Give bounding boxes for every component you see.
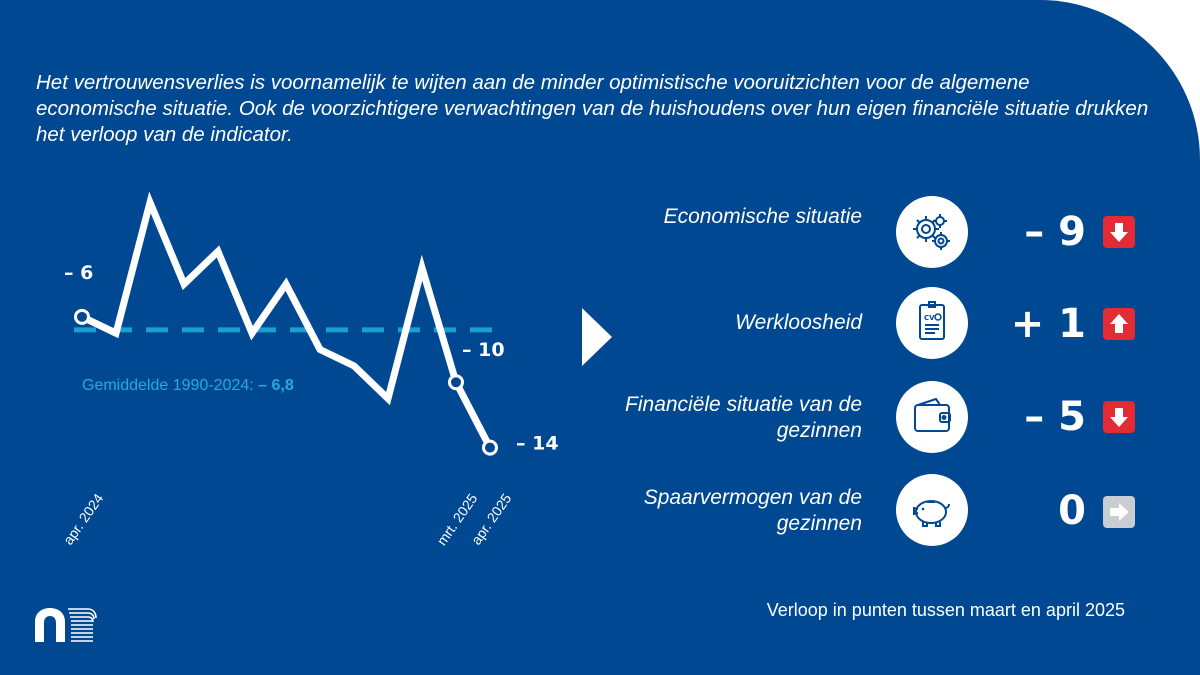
x-tick-label: apr. 2025 (467, 490, 515, 548)
row-label-werkloosheid: Werkloosheid (735, 311, 862, 334)
arrow-right-icon (1103, 496, 1135, 528)
arrow-down-icon (1103, 401, 1135, 433)
row-label-economische-situatie: Economische situatie (663, 205, 862, 228)
intro-text: Het vertrouwensverlies is voornamelijk te wijten aan de minder optimistische vooruitzichten voor de algemene economische situatie. Ook de voorzichtigere verwachtingen van de huishoudens over hun eigen financiële situatie drukken het verloop van de indicator. (36, 71, 1149, 146)
x-tick-label: mrt. 2025 (433, 490, 481, 549)
row-value-spaarvermogen: 0 (1058, 488, 1086, 534)
row-value-economische-situatie: – 9 (1024, 209, 1086, 255)
arrow-down-icon (1103, 216, 1135, 248)
piggy-bank-icon (896, 474, 968, 546)
point-label: – 6 (64, 261, 94, 284)
svg-text:CV: CV (924, 314, 935, 322)
point-marker-inner (451, 377, 461, 387)
average-label (82, 377, 294, 394)
arrow-up-icon (1103, 308, 1135, 340)
average-label-text: Gemiddelde 1990-2024: (82, 377, 259, 394)
wallet-icon (896, 381, 968, 453)
row-label-financiele-situatie: Financiële situatie van de gezinnen (625, 393, 862, 442)
gears-icon (896, 196, 968, 268)
point-marker-inner (485, 443, 495, 453)
average-label-value: – 6,8 (258, 377, 294, 394)
row-value-financiele-situatie: – 5 (1024, 394, 1086, 440)
point-label: – 14 (516, 432, 559, 455)
x-tick-label: apr. 2024 (59, 490, 107, 548)
nbb-logo-icon (32, 604, 98, 644)
row-value-werkloosheid: + 1 (1010, 301, 1086, 347)
series-line (82, 202, 490, 447)
point-label: – 10 (462, 339, 505, 362)
footnote: Verloop in punten tussen maart en april 2025 (766, 600, 1125, 620)
row-label-spaarvermogen: Spaarvermogen van de gezinnen (643, 486, 862, 535)
cv-document-icon (896, 287, 968, 359)
point-marker-inner (77, 312, 87, 322)
